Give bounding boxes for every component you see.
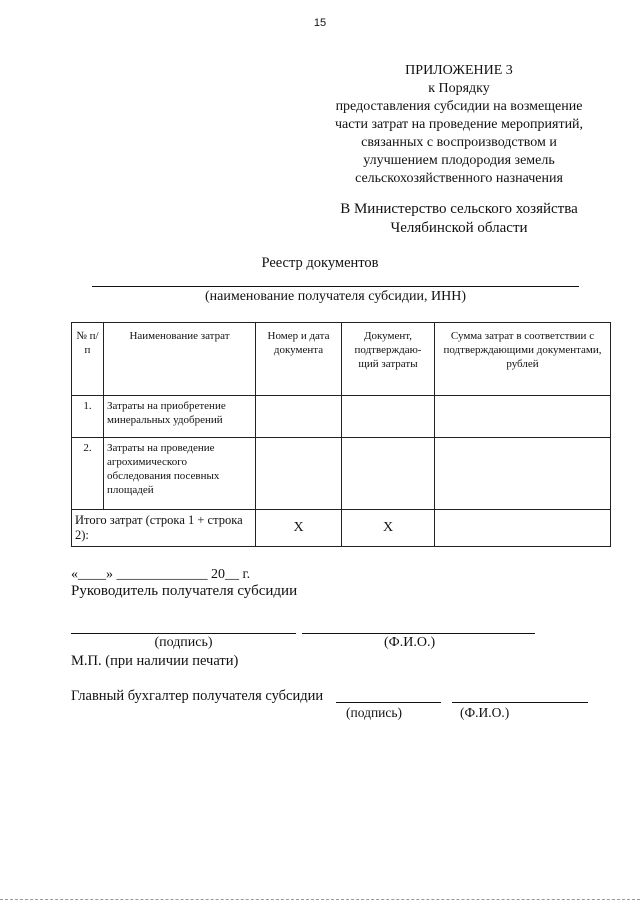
row-doc-confirm-cell[interactable]	[342, 396, 435, 438]
appendix-line: части затрат на проведение мероприятий,	[334, 117, 584, 132]
column-header-num: № п/п	[72, 323, 104, 396]
table-row	[72, 396, 611, 438]
row-number: 2.	[72, 438, 104, 510]
recipient-line: Челябинской области	[390, 220, 528, 236]
column-header-doc-number: Номер и дата документа	[256, 323, 342, 396]
page-number: 15	[313, 17, 327, 29]
appendix-line: связанных с воспроизводством и	[361, 135, 557, 150]
accountant-signature-caption: (подпись)	[346, 705, 403, 720]
table-total-row	[72, 510, 611, 547]
table-row	[72, 438, 611, 510]
total-doc-confirm-mark: X	[342, 510, 435, 547]
row-doc-number-cell[interactable]	[256, 438, 342, 510]
row-cost-name: Затраты на проведение агрохимического обследования посевных площадей	[104, 438, 256, 510]
appendix-line: ПРИЛОЖЕНИЕ 3	[405, 63, 513, 78]
accountant-fio-caption: (Ф.И.О.)	[460, 705, 510, 720]
row-number: 1.	[72, 396, 104, 438]
total-doc-number-mark: X	[256, 510, 342, 547]
head-signature-field[interactable]	[71, 633, 296, 634]
row-sum-cell[interactable]	[435, 438, 611, 510]
total-sum-cell[interactable]	[435, 510, 611, 547]
column-header-name: Наименование затрат	[104, 323, 256, 396]
costs-table	[71, 322, 611, 547]
head-label: Руководитель получателя субсидии	[71, 583, 298, 599]
column-header-sum: Сумма затрат в соответствии с подтверждающими документами, рублей	[435, 323, 611, 396]
recipient-name-caption: (наименование получателя субсидии, ИНН)	[205, 289, 466, 304]
recipient-name-field[interactable]	[92, 286, 579, 287]
recipient-line: В Министерство сельского хозяйства	[340, 201, 578, 217]
appendix-line: к Порядку	[428, 81, 490, 96]
appendix-line: улучшением плодородия земель	[363, 153, 555, 168]
row-doc-confirm-cell[interactable]	[342, 438, 435, 510]
head-signature-caption: (подпись)	[154, 635, 213, 650]
appendix-header	[300, 62, 618, 188]
date-field[interactable]: «____» _____________ 20__ г.	[71, 567, 251, 582]
head-fio-field[interactable]	[302, 633, 535, 634]
column-header-doc-confirm: Документ, подтверждаю-щий затраты	[342, 323, 435, 396]
page-bottom-divider	[0, 899, 640, 900]
total-label: Итого затрат (строка 1 + строка 2):	[72, 510, 256, 547]
row-doc-number-cell[interactable]	[256, 396, 342, 438]
accountant-label: Главный бухгалтер получателя субсидии	[71, 688, 324, 704]
row-cost-name: Затраты на приобретение минеральных удобрений	[104, 396, 256, 438]
table-header-row	[72, 323, 611, 396]
registry-title: Реестр документов	[261, 255, 379, 271]
head-fio-caption: (Ф.И.О.)	[384, 635, 436, 650]
accountant-signature-field[interactable]	[336, 702, 441, 703]
accountant-fio-field[interactable]	[452, 702, 588, 703]
stamp-note: М.П. (при наличии печати)	[71, 653, 239, 669]
appendix-line: предоставления субсидии на возмещение	[335, 99, 583, 114]
row-sum-cell[interactable]	[435, 396, 611, 438]
recipient-block	[300, 200, 618, 238]
appendix-line: сельскохозяйственного назначения	[355, 171, 563, 186]
